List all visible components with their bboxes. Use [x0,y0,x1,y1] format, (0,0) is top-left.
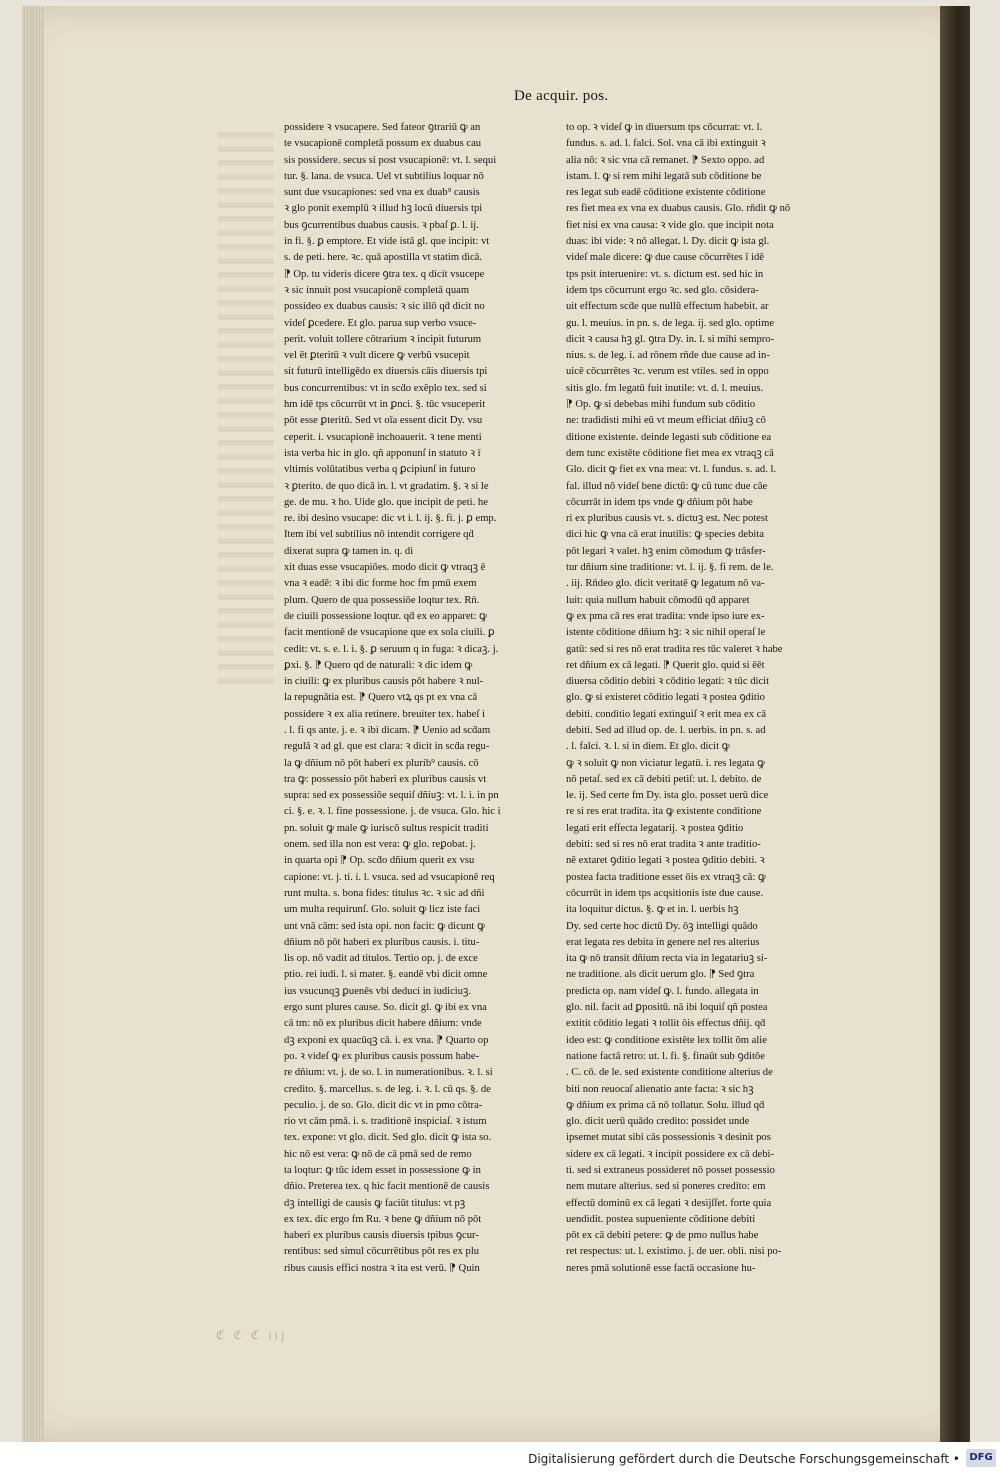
text-line: ita loquitur dictus. §. ꝙ et in. l. uerbis hꝫ [566,904,739,916]
text-line: re dñium: vt. j. de so. l. in numerationibus. ꝛ. l. si [284,1067,493,1079]
text-line: dem tunc existēte cōditione fiet mea ex vtraqꝫ cā [566,447,774,459]
text-line: predicta op. nam videſ ꝙ. l. fundo. allegata in [566,985,759,997]
footer-credit-text: Digitalisierung gefördert durch die Deutsche Forschungsgemeinschaft [528,1452,950,1466]
text-line: fal. illud nō videſ bene dictū: ꝙ cū tunc due cāe [566,480,768,492]
book-spine [940,6,970,1442]
text-line: capione: vt. j. ti. i. l. vsuca. sed ad vsucapionē req [284,871,495,883]
text-line: la repugnātia est. ⁋ Quero vtꝝ qs pt ex vna cā [284,692,478,704]
text-line: ꝛ ꝑterito. de quo dicā in. l. vt gradatim. §. ꝛ si le [284,480,489,492]
text-line: . l. fi qs ante. j. e. ꝛ ibi dicam. ⁋ Uenio ad scḋam [284,724,491,736]
text-line: credito. §. marcellus. s. de leg. i. ꝛ. l. cū qs. §. de [284,1083,491,1095]
text-line: ꝙ ꝛ soluit ꝙ non viciatur legatū. i. res legata ꝙ [566,757,765,769]
text-line: te vsucapionē completā possum ex duabus cau [284,138,482,150]
text-line: peculio. j. de so. Glo. dicit dic vt in pmo cōtra- [284,1099,483,1111]
text-line: ne: tradidisti mihi eū vt meum efficiat dñiuꝫ cō [566,415,766,427]
text-line: sitis glo. fm legatū fuit inutile: vt. d. l. meuius. [566,382,764,394]
text-line: nem mutare alterius. sed si poneres credito: em [566,1181,766,1193]
text-line: ge. de mu. ꝛ ho. Uide glo. que incipit de peti. he [284,496,488,508]
text-line: nō petaſ. sed ex cā debiti petiſ: ut. l. debito. de [566,773,762,785]
text-line: ius vsucunqꝫ ꝑuenēs vbi deduci in iudiciuꝫ. [284,985,472,997]
text-line: in fi. §. ꝑ emptore. Et vide istā gl. que incipit: vt [284,236,490,248]
text-line: glo. ꝙ si existeret cōditio legati ꝛ postea ꝯditio [566,692,765,704]
text-line: unt vnā cām: sed ista opi. non facit: ꝙ dicunt ꝙ [284,920,485,932]
text-line: facit mentionē de vsucapione que ex sola ciuili. ꝑ [284,627,495,639]
text-line: erat legata res debita in genere nel res alterius [566,936,760,948]
running-head: De acquir. pos. [514,88,609,104]
text-line: extitit cōditio legati ꝛ tollit ōis effectus dñij. qḋ [566,1018,766,1030]
text-line: nius. s. de leg. i. ad rōnem rn̄de due cause ad in- [566,350,770,362]
text-line: tps psit interuenire: vt. s. dictum est. sed hic in [566,268,764,280]
text-line: ipsemet mutat sibi cās possessionis ꝛ desinit pos [566,1132,771,1144]
text-line: res fiet mea ex vna ex duabus causis. Glo. rn̄dit ꝙ nō [566,203,791,215]
text-line: uendidit. postea supueniente cōditione debiti [566,1213,756,1225]
text-line: cedit: vt. s. e. l. i. §. ꝑ seruum q in fuga: ꝛ dicaꝫ. j. [284,643,499,655]
text-line: ⁋ Op. tu videris dicere ꝯtra tex. q dicit vsucepe [284,268,485,280]
text-line: ret dñium ex cā legati. ⁋ Querit glo. quid si ēēt [566,659,765,671]
text-line: ditione existente. deinde legasti sub cōditione ea [566,431,772,443]
text-line: dꝫ intelligi de causis ꝙ faciūt titulus: vt pꝫ [284,1197,466,1209]
text-line: Glo. dicit ꝙ fiet ex vna mea: vt. l. fundus. s. ad. l. [566,464,777,476]
text-line: in quarta opi ⁋ Op. scḋo dñium querit ex vsu [284,855,475,867]
text-line: gatū: sed si res nō erat tradita res tūc valeret ꝛ habe [566,643,783,655]
text-line: ꝑxi. §. ⁋ Quero qd de naturali: ꝛ dic idem ꝙ [284,659,473,671]
show-through-shadow [218,124,274,684]
text-line: rio vt cām pmā. i. s. traditionē inspiciaſ. ꝛ istum [284,1116,487,1128]
text-line: dꝫ exponi ex quacūqꝫ cā. i. ex vna. ⁋ Quarto op [284,1034,489,1046]
text-line: plum. Quero de qua possessiōe loqtur tex. Rn̄. [284,594,480,606]
text-line: fiet nisi ex vna causa: ꝛ vide glo. que incipit nota [566,219,774,231]
text-line: dñium nō pōt haberi ex pluribus causis. i. titu- [284,936,480,948]
text-line: cā tm: nō ex pluribus dicit habere dñium: vnde [284,1018,482,1030]
footer-separator: • [952,1452,960,1466]
text-line: ergo sunt plures cause. So. dicit gl. ꝙ ibi ex vna [284,1002,487,1014]
text-line: s. de peti. here. ꝛc. quā apostilla vt statim dicā. [284,252,483,264]
text-line: biti non reuocaſ alienatio ante facta: ꝛ sic hꝫ [566,1083,754,1095]
text-line: ribus causis effici nostra ꝛ ita est verū. ⁋ Quin [284,1262,480,1274]
text-line: re si res erat tradita. ita ꝙ existente conditione [566,806,762,818]
text-line: ret respectus: ut. l. existimo. j. de uer. obli. nisi po- [566,1246,782,1258]
text-line: um multa requirunſ. Glo. soluit ꝙ licz iste faci [284,904,481,916]
signature-mark: ℭ ℭ ℭ iij [216,1328,288,1342]
text-line: videſ ꝑcedere. Et glo. parua sup verbo vsuce- [284,317,477,329]
text-line: possideo ex duabus causis: ꝛ sic illō qḋ dicit no [284,301,485,313]
text-line: pn. soluit ꝙ male ꝙ iuriscō sultus respicit traditi [284,822,489,834]
text-line: legati erit effecta legatarij. ꝛ postea ꝯditio [566,822,744,834]
text-line: debiti. Sed ad illud op. de. l. uerbis. in pn. s. ad [566,724,766,736]
text-line: cōcurrāt in idem tps vnde ꝙ dñium pōt habe [566,496,753,508]
text-line: tra ꝙ: possessio pōt haberi ex pluribus causis vt [284,773,487,785]
text-line: Dy. sed certe hoc dictū Dy. ōꝫ intelligi quādo [566,920,758,932]
text-line: tur. §. lana. de vsuca. Uel vt subtilius loquar nō [284,170,484,182]
text-line: lis op. nō vadit ad titulos. Tertio op. j. de exce [284,953,478,965]
text-line: ne traditione. als dicit uerum glo. ⁋ Sed ꝯtra [566,969,755,981]
text-line: ti. sed si extraneus possideret nō posset possessio [566,1165,775,1176]
text-line: haberi ex pluribus causis diuersis tpibus ꝯcur- [284,1230,479,1242]
text-line: supra: sed ex possessiōe sequiſ dñiuꝫ: vt. l. i. in pn [284,790,499,802]
text-line: bus concurrentibus: vt in scḋo exēplo tex. sed si [284,382,487,394]
text-line: . l. falci. ꝛ. l. si in diem. Et glo. dicit ꝙ [566,741,730,753]
text-line: debiti: sed si res nō erat tradita ꝛ ante traditio- [566,839,761,851]
text-line: in ciuili: ꝙ ex pluribus causis pōt habere ꝛ nul- [284,676,484,688]
text-line: ꝙ dñium ex prima cā nō tollatur. Solu. illud qḋ [566,1099,765,1111]
text-line: dñio. Preterea tex. q hic facit mentionē de causis [284,1181,490,1193]
text-line: uicē cōcurrētes ꝛc. verum est vtiles. sed in oppo [566,366,769,378]
text-line: vltimis volūtatibus verba q ꝑcipiunſ in futuro [284,464,476,476]
text-line: vna ꝛ eadē: ꝛ ibi dic forme hoc fm pmū exem [284,578,477,590]
text-line: idem tps cōcurrunt ergo ꝛc. sed glo. cōsidera- [566,284,759,296]
text-line: pōt esse ꝑteritū. Sed vt oīa essent dicit Dy. vsu [284,415,483,427]
left-text-column [284,120,564,1277]
text-line: Item ibi vel subtilius nō intendit corrigere qḋ [284,529,474,541]
text-line: . C. cō. de le. sed existente conditione alterius de [566,1067,773,1079]
text-line: sidere ex cā legati. ꝛ incipit possidere ex cā debi- [566,1148,774,1160]
text-line: glo. nil. facit ad ꝑpositū. nā ibi loquiſ qñ postea [566,1002,768,1014]
text-line: duas: ibi vide: ꝛ nō allegat. l. Dy. dicit ꝙ ista gl. [566,236,770,248]
text-line: natione factā retro: ut. l. fi. §. finaūt sub ꝯditōe [566,1050,765,1062]
text-line: xit duas esse vsucapiōes. modo dicit ꝙ vtraqꝫ ē [284,562,486,574]
text-line: debiti. conditio legati extinguiſ ꝛ erit mea ex cā [566,708,767,720]
text-line: perit. voluit tollere cōtrarium ꝛ incipit futurum [284,333,482,345]
text-line: bus ꝯcurrentibus duabus causis. ꝛ pbaſ ꝑ. l. ij. [284,219,479,231]
page-edges [22,6,44,1442]
text-line: nē extaret ꝯditio legati ꝛ postea ꝯditio debiti. ꝛ [566,855,765,867]
text-line: ꝛ sic innuit post vsucapionē completā quam [284,284,470,296]
text-line: possidere ꝛ vsucapere. Sed fateor ꝯtrariū ꝙ an [284,122,481,133]
text-line: tex. expone: vt glo. dicit. Sed glo. dicit ꝙ ista so. [284,1132,492,1144]
text-line: to op. ꝛ videſ ꝙ in diuersum tps cōcurrat: vt. l. [566,122,763,133]
text-line: possidere ꝛ ex alia retinere. breuiter tex. habeſ i [284,708,485,720]
dfg-logo-icon[interactable]: DFG [966,1449,996,1467]
text-line: sis possidere. secus si post vsucapionē: vt. l. sequi [284,154,497,166]
text-line: dicit ꝛ causa hꝫ gl. ꝯtra Dy. in. l. si mihi sempro- [566,333,775,345]
text-line: de ciuili possessione loqtur. qḋ ex eo apparet: ꝙ [284,610,488,622]
text-line: dici hic ꝙ vna cā erat inutilis: ꝙ species debita [566,529,765,541]
text-line: postea facta traditione esset ōis ex vtraqꝫ cā: ꝙ [566,871,766,883]
text-line: ideo est: ꝙ conditione existēte lex tollit ōm alie [566,1034,767,1046]
text-line: glo. dicit uerū quādo credito: possidet unde [566,1116,750,1128]
text-line: res legat sub eadē cōditione existente cōditione [566,187,766,199]
text-line: regulā ꝛ ad gl. que est clara: ꝛ dicit in scḋa regu- [284,741,490,753]
text-line: runt multa. s. bona fides: titulus ꝛc. ꝛ sic ad dñi [284,887,485,899]
text-line: ita ꝙ nō transit dñium recta via in legatariuꝫ si- [566,953,768,965]
text-line: uit effectum scḋe que nullū effectum habebit. ar [566,301,769,313]
text-line: ta loqtur: ꝙ tūc idem esset in possessione ꝙ in [284,1165,481,1176]
text-line: videſ male dicere: ꝙ due cause cōcurrētes ī idē [566,252,764,264]
text-line: vel ēt ꝑteritū ꝛ vult dicere ꝙ verbū vsucepit [284,350,470,362]
text-line: diuersa cōditio debiti ꝛ cōditio legati: ꝛ tūc dicit [566,676,770,688]
text-line: onem. sed illa non est vera: ꝙ glo. reꝑobat. j. [284,839,476,851]
text-line: istente cōditione dñium hꝫ: ꝛ sic nihil operaſ le [566,627,766,639]
text-line: tur dñium sine traditione: vt. l. ij. §. fi rem. de le. [566,562,774,574]
text-line: rentibus: sed simul cōcurrētibus pōt res ex plu [284,1246,480,1258]
text-line: sit futurū intelligēdo ex diuersis cāis diuersis tpi [284,366,488,378]
footer-credit [528,1452,960,1466]
text-line: re. ibi desino vsucape: dic vt i. l. ij. §. fi. j. ꝑ emp. [284,513,497,525]
text-line: effectū dominū ex cā legati ꝛ desijſſet. forte quia [566,1197,772,1209]
text-line: le. ij. Sed certe fm Dy. ista glo. posset uerū dice [566,790,769,802]
text-line: pōt ex cā debiti petere: ꝙ de pmo nullus habe [566,1230,759,1242]
text-line: fundus. s. ad. l. falci. Sol. vna cā ibi extinguit ꝛ [566,138,766,150]
text-line: hm idē tps cōcurrūt vt in ꝑnci. §. tūc vsuceperit [284,399,486,411]
text-line: gu. l. meuius. in pn. s. de lega. ij. sed glo. optime [566,317,775,329]
text-line: ptio. rei iudi. l. si mater. §. eandē vbi dicit omne [284,969,488,981]
text-line: la ꝙ dñium nō pōt haberi ex plurib⁹ causis. cō [284,757,479,769]
text-line: ci. §. e. ꝛ. l. fine possessione. j. de vsuca. Glo. hic i [284,806,501,818]
text-line: pōt legari ꝛ valet. hꝫ enim cōmodum ꝙ trāsfer- [566,545,766,557]
right-text-column [566,120,846,1277]
text-line: ex tex. dic ergo fm Ru. ꝛ bene ꝙ dñium nō pōt [284,1213,482,1225]
text-line: istam. l. ꝙ si rem mihi legatā sub cōditione be [566,170,762,182]
text-line: cōcurrūt in idem tps acqsitionis iste due cause. [566,887,764,899]
text-line: ista verba hic in glo. qñ apponunſ in statuto ꝛ ī [284,447,481,459]
text-line: ri ex pluribus causis vt. s. dictuꝫ est. Nec potest [566,513,768,525]
text-line: ꝙ ex pma cā res erat tradita: vnde ipso iure ex- [566,610,765,622]
text-line: neres pmā solutionē esse factā occasione hu- [566,1262,756,1274]
text-line: ꝛ glo ponit exemplū ꝛ illud hꝫ locū diuersis tpi [284,203,483,215]
text-line: luit: quia nullum habuit cōmodū qḋ apparet [566,594,750,606]
text-line: ⁋ Op. ꝙ si debebas mihi fundum sub cōditio [566,399,756,411]
text-line: dixerat supra ꝙ tamen in. q. di [284,545,414,557]
text-line: . iij. Rn̄deo glo. dicit veritatē ꝙ legatum nō va- [566,578,765,590]
text-line: hic nō est vera: ꝙ nō de cā pmā sed de remo [284,1148,472,1160]
text-line: po. ꝛ videſ ꝙ ex pluribus causis possum habe- [284,1050,480,1062]
text-line: ceperit. i. vsucapionē inchoauerit. ꝛ tene menti [284,431,482,443]
text-line: alia nō: ꝛ sic vna cā remanet. ⁋ Sexto oppo. ad [566,154,765,166]
text-line: sunt due vsucapiones: sed vna ex duab⁹ causis [284,187,480,199]
